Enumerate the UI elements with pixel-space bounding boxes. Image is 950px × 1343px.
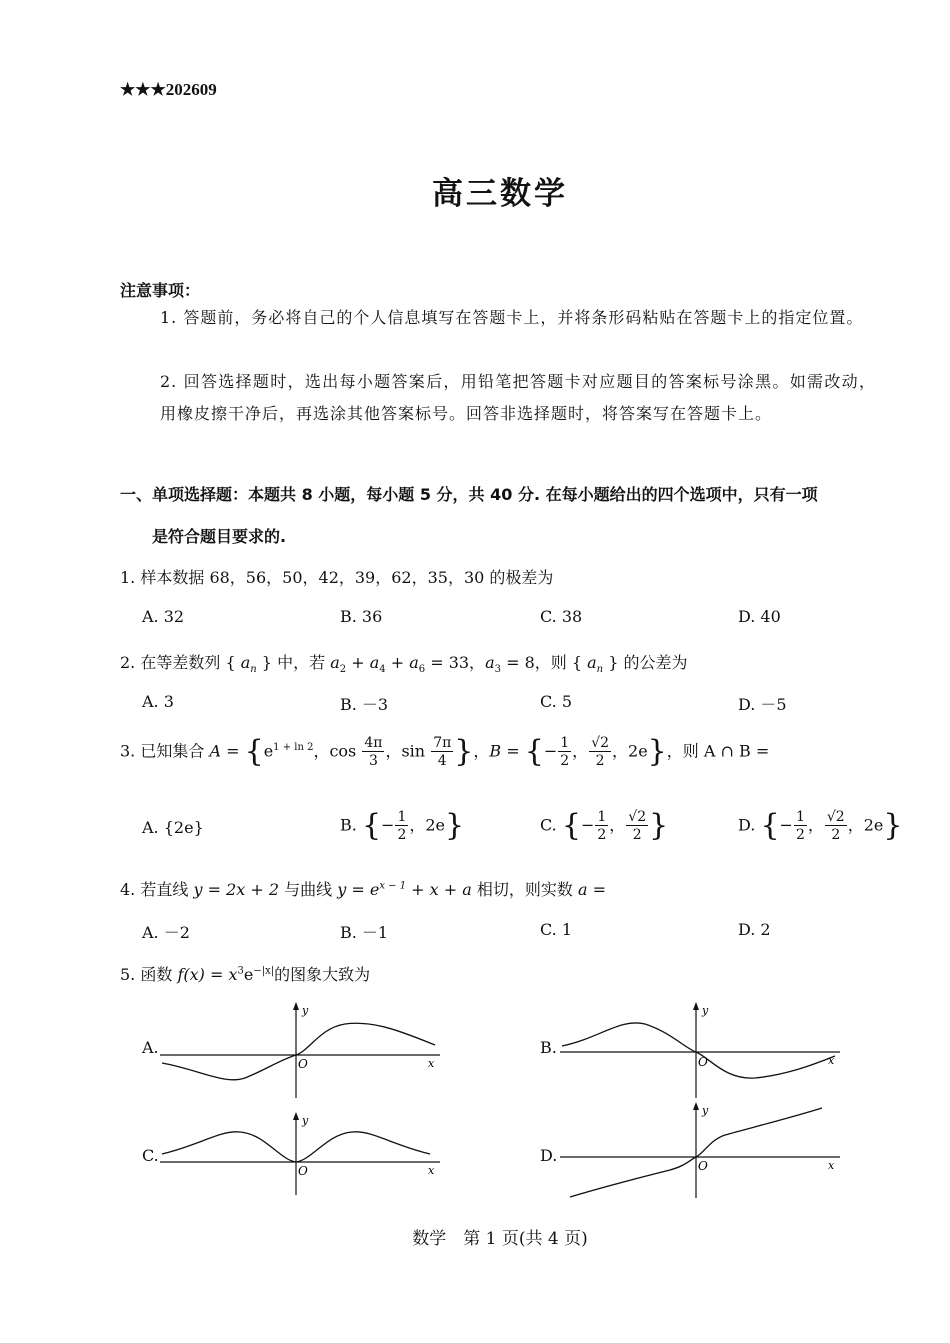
notice-heading: 注意事项：	[120, 281, 201, 300]
q1-option-c: C. 38	[540, 607, 583, 626]
graph-b	[560, 1000, 850, 1100]
graph-d-label: D.	[540, 1146, 558, 1165]
q2-option-a: A. 3	[142, 692, 174, 711]
graph-c-origin: O	[298, 1164, 308, 1178]
graph-b-origin: O	[698, 1055, 708, 1069]
page-footer: 数学 第 1 页(共 4 页)	[412, 1229, 588, 1249]
q3-option-b: B. {− $\frac{1}{2}$ ，2e}	[340, 808, 465, 843]
question-4: 4. 若直线 y = 2x + 2 与曲线 $y = e^{x - 1} + x + a$ 相切，则实数 a =	[120, 880, 607, 899]
section-heading-cont: 是符合题目要求的.	[152, 527, 287, 546]
q4-option-d: D. 2	[738, 920, 771, 939]
graph-b-x-label: x	[828, 1054, 835, 1067]
paper-code: ★★★202609	[120, 80, 217, 99]
graph-d	[560, 1100, 850, 1200]
notice-item-1: 1. 答题前，务必将自己的个人信息填写在答题卡上，并将条形码粘贴在答题卡上的指定位置。	[160, 308, 864, 327]
q2-option-c: C. 5	[540, 692, 573, 711]
q3-option-d: D. {− $\frac{1}{2}$ ， $\frac{√2}{2}$ ，2e}	[738, 808, 903, 843]
graph-c-y-label: y	[302, 1114, 309, 1127]
q2-option-d: D. －5	[738, 695, 787, 714]
notice-item-2: 2. 回答选择题时，选出每小题答案后，用铅笔把答题卡对应题目的答案标号涂黑。如需改动，用橡皮擦干净后，再选涂其他答案标号。回答非选择题时，将答案写在答题卡上。	[160, 372, 876, 423]
q1-option-a: A. 32	[142, 607, 185, 626]
graph-b-y-label: y	[702, 1004, 709, 1017]
graph-d-y-label: y	[702, 1104, 709, 1117]
question-3: 3. 已知集合 $A = \{e^{1 + ln 2}$，cos $\frac{4\pi}{3}$ ，sin $\frac{7\pi}{4}$ }，B = {− $\frac{1}{2}$ ， $\frac{√2}{2}$ ，2e}，则 A ∩ B =	[120, 734, 770, 769]
q2-option-b: B. －3	[340, 695, 389, 714]
section-heading: 一、单项选择题：本题共 8 小题，每小题 5 分，共 40 分. 在每小题给出的四个选项中，只有一项	[120, 485, 818, 504]
q4-option-b: B. －1	[340, 923, 389, 942]
graph-a-origin: O	[298, 1057, 308, 1071]
graph-a-label: A.	[142, 1038, 159, 1057]
graph-d-origin: O	[698, 1159, 708, 1173]
q3-option-a: A. {2e}	[142, 818, 204, 837]
graph-a-x-label: x	[428, 1057, 435, 1070]
graph-c	[160, 1110, 450, 1200]
graph-d-x-label: x	[828, 1159, 835, 1172]
question-5: 5. 函数 $f(x) = x^3e^{-|x|}$的图象大致为	[120, 965, 371, 984]
q1-option-b: B. 36	[340, 607, 383, 626]
q3-option-c: C. {− $\frac{1}{2}$ ， $\frac{√2}{2}$ }	[540, 808, 669, 843]
graph-c-x-label: x	[428, 1164, 435, 1177]
graph-b-label: B.	[540, 1038, 557, 1057]
q1-option-d: D. 40	[738, 607, 781, 626]
q4-option-a: A. －2	[142, 923, 190, 942]
graph-a	[160, 1000, 450, 1100]
graph-a-y-label: y	[302, 1004, 309, 1017]
q4-option-c: C. 1	[540, 920, 573, 939]
question-2: 2. 在等差数列 { $a_n$ } 中，若 $a_2 + a_4 + a_6 = 33$，$a_3 = 8$，则 { $a_n$ } 的公差为	[120, 653, 688, 676]
graph-c-label: C.	[142, 1146, 159, 1165]
question-1: 1. 样本数据 68，56，50，42，39，62，35，30 的极差为	[120, 568, 554, 587]
page-title: 高三数学	[432, 176, 568, 212]
